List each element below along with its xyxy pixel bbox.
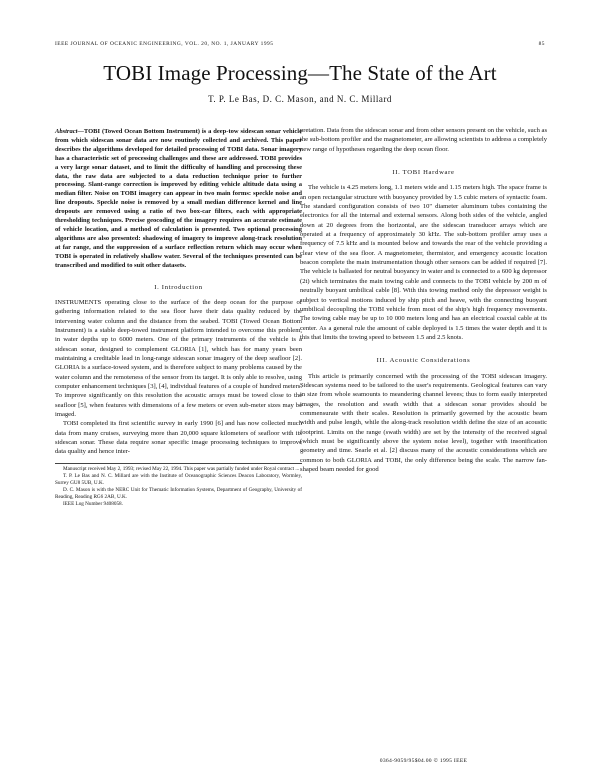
hardware-paragraph: The vehicle is 4.25 meters long, 1.1 meters wide and 1.15 meters high. The space frame is an open rectangular structure with buoyancy provided by 1.5 cubic meters of syntactic foam. The standard configuration consists of two 10" diameter aluminum tubes containing the electronics for all the internal and external sensors. Along both sides of the vehicle, angled down at 20 degrees from the horizontal, are the sidescan transducer arrays which are operated at a frequency of approximately 30 kHz. The sub-bottom profiler array uses a frequency of 7.5 kHz and is mounted below and towards the rear of the vehicle providing a clear view of the sea floor. A magnetometer, thermistor, and emergency acoustic location beacon complete the main instrumentation though other sensors can be added if required [7]. The vehicle is ballasted for neutral buoyancy in water and is connected to a 600 kg depressor (2t) which terminates the main towing cable and connects to the TOBI vehicle by 200 m of neutrally buoyant umbilical cable [8]. With this towing method only the depressor weight is subject to vertical motions induced by ship pitch and heave, with the connecting buoyant umbilical decoupling the TOBI vehicle from most of the ship's high frequency movements. The towing cable may be up to 10 000 meters long and has an electrical coaxial cable at its center. As a general rule the amount of cable deployed is 1.5 times the water depth and it is this that limits the towing speed to between 1.5 and 2.5 knots. — [300, 184, 547, 341]
journal-citation: IEEE JOURNAL OF OCEANIC ENGINEERING, VOL. 20, NO. 1, JANUARY 1995 — [55, 41, 274, 47]
intro-paragraph-2: TOBI completed its first scientific survey in early 1990 [6] and has now collected much data from many cruises, surveying more than 20,000 square kilometers of seafloor with its sidescan sonar. These data require sonar specific image processing techniques to improve data quality and hence inter- — [55, 420, 302, 456]
left-column — [55, 128, 302, 508]
author-list: T. P. Le Bas, D. C. Mason, and N. C. Millard — [208, 94, 392, 104]
footnote-manuscript: Manuscript received May 2, 1993; revised May 22, 1994. This paper was partially funded under Royal contract ... — [63, 465, 300, 472]
right-column — [300, 126, 547, 474]
footnotes — [55, 463, 302, 508]
section-heading-hardware: II. TOBI Hardware — [392, 169, 455, 177]
abstract — [55, 128, 302, 271]
intro-continuation: pretation. Data from the sidescan sonar and from other sensors present on the vehicle, such as the sub-bottom profiler and the magnetometer, are allowing scientists to address a completely new range of hypotheses regarding the deep ocean floor. — [300, 127, 548, 153]
page-number: 85 — [538, 41, 545, 47]
section-heading-acoustic: III. Acoustic Considerations — [376, 357, 471, 365]
footnote-authors-iosdl: T. P. Le Bas and N. C. Millard are with the Institute of Oceanographic Sciences Deacon Laboratory, Wormley, Surrey GU8 5UB, U.K. — [55, 472, 302, 486]
section-heading-introduction: I. Introduction — [154, 283, 203, 291]
running-head — [55, 41, 545, 51]
abstract-text: —TOBI (Towed Ocean Bottom Instrument) is a deep-tow sidescan sonar vehicle from which sidescan sonar data are now routinely collected and archived. This paper describes the algorithms developed for detailed processing of TOBI data. Sonar imagery has a characteristic set of processing challenges and these are addressed. TOBI provides a very large sonar dataset, and to limit the difficulty of handling and processing these data, the raw data are subjected to a data reduction technique prior to further processing. Slant-range correction is improved by editing vehicle altitude data using a median filter. Noise on TOBI imagery can appear in two main forms: speckle noise and line dropouts. Speckle noise is removed by a small median difference kernel and line dropouts are removed using a ratio of two box-car filters, each with appropriate thresholding techniques. Precise geocoding of the imagery requires an accurate estimate of vehicle location, and a method of calculation is presented. Two optional processing algorithms are also presented: shadowing of imagery to improve along-track resolution at far range, and the suppression of a surface reflection return which may occur when TOBI is operated in relatively shallow water. Several of the techniques presented can be transcribed and modified to suit other datasets. — [55, 128, 302, 269]
paper-title: TOBI Image Processing—The State of the Art — [103, 61, 497, 85]
footnote-author-nerc: D. C. Mason is with the NERC Unit for Thematic Information Systems, Department of Geography, University of Reading, Reading RG6 2AB, U.K. — [55, 486, 302, 500]
intro-paragraph-1: INSTRUMENTS operating close to the surface of the deep ocean for the purpose of gathering information related to the sea floor have their data quality reduced by the intervening water column and the distance from the seabed. TOBI (Towed Ocean Bottom Instrument) is a stable deep-towed instrument platform intended to overcome this problem, in water depths up to 6000 meters. One of the primary instruments of the vehicle is a sidescan sonar, designed to complement GLORIA [1], which has for many years been maintaining a creditable lead in long-range sidescan sonar imagery of the deep seafloor [2]. GLORIA is a surface-towed system, and is therefore subject to many problems caused by the water column and the remoteness of the sensor from its target. It is only able to resolve, using computer enhancement techniques [3], [4], individual features of a couple of hundred meters. To improve significantly on this resolution the acoustic arrays must be towed close to the seafloor [5], when features with dimensions of a few meters or even sub-meter sizes may be imaged. — [55, 298, 302, 418]
footnote-ieee-log: IEEE Log Number 9408058. — [63, 500, 123, 507]
abstract-label: Abstract — [55, 128, 78, 135]
acoustic-paragraph: This article is primarily concerned with the processing of the TOBI sidescan imagery. Sidescan systems need to be tailored to the user's requirements. Geological features can vary in size from whole seamounts to meandering channel levees; thus to form easily interpreted images, the resolution and swath width that a sidescan sonar provides should be commensurate with their scales. Resolution is primarily governed by the acoustic beam width and pulse length, while the along-track resolution width define the size of an acoustic footprint. Limits on the range (swath width) are set by the intensity of the received signal (which must be significantly above the system noise level), together with insonification geometry and time. Searle et al. [2] discuss many of the acoustic considerations which are common to both GLORIA and TOBI, the only difference being the scale. The narrow fan-shaped beam needed for good — [300, 372, 547, 473]
copyright-line: 0364-9059/95$04.00 © 1995 IEEE — [379, 758, 468, 764]
